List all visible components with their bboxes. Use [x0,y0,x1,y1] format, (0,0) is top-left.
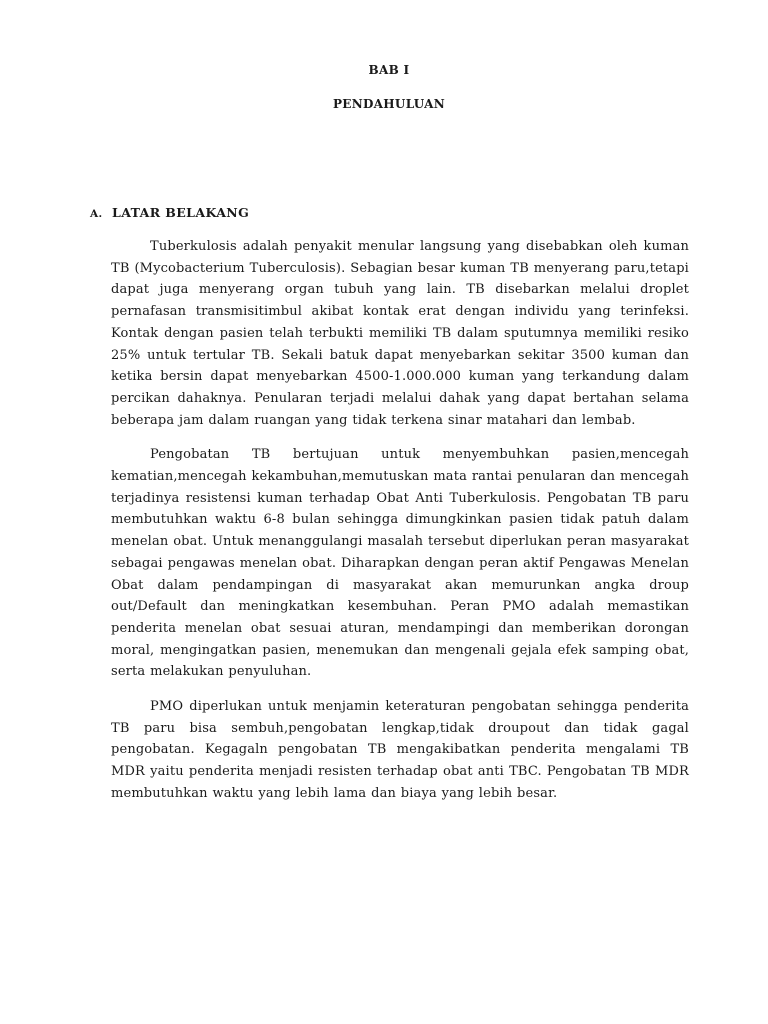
section-title: LATAR BELAKANG [112,205,250,220]
section-letter: A. [90,208,103,220]
document-body [111,236,689,818]
chapter-number: BAB I [368,63,410,77]
paragraph: Pengobatan TB bertujuan untuk menyembuhkan pasien,mencegah kematian,mencegah kekambuhan,memutuskan mata rantai penularan dan mencegah terjadinya resistensi kuman terhadap Obat Anti Tuberkulosis. Pengobatan TB paru membutuhkan waktu 6-8 bulan sehingga dimungkinkan pasien tidak patuh dalam menelan obat. Untuk menanggulangi masalah tersebut diperlukan peran masyarakat sebagai pengawas menelan obat. Diharapkan dengan peran aktif Pengawas Menelan Obat dalam pendampingan di masyarakat akan memurunkan angka droup out/Default dan meningkatkan kesembuhan. Peran PMO adalah memastikan penderita menelan obat sesuai aturan, mendampingi dan memberikan dorongan moral, mengingatkan pasien, menemukan dan mengenali gejala efek samping obat, serta melakukan penyuluhan. [111,447,689,680]
chapter-title: PENDAHULUAN [332,97,446,111]
paragraph: Tuberkulosis adalah penyakit menular langsung yang disebabkan oleh kuman TB (Mycobacterium Tuberculosis). Sebagian besar kuman TB menyerang paru,tetapi dapat juga menyerang organ tubuh yang lain. TB disebarkan melalui droplet pernafasan transmisitimbul akibat kontak erat dengan individu yang terinfeksi. Kontak dengan pasien telah terbukti memiliki TB dalam sputumnya memiliki resiko 25% untuk tertular TB. Sekali batuk dapat menyebarkan sekitar 3500 kuman dan ketika bersin dapat menyebarkan 4500-1.000.000 kuman yang terkandung dalam percikan dahaknya. Penularan terjadi melalui dahak yang dapat bertahan selama beberapa jam dalam ruangan yang tidak terkena sinar matahari dan lembab. [111,239,689,428]
paragraph: PMO diperlukan untuk menjamin keteraturan pengobatan sehingga penderita TB paru bisa sembuh,pengobatan lengkap,tidak droupout dan tidak gagal pengobatan. Kegagaln pengobatan TB mengakibatkan penderita mengalami TB MDR yaitu penderita menjadi resisten terhadap obat anti TBC. Pengobatan TB MDR membutuhkan waktu yang lebih lama dan biaya yang lebih besar. [111,699,689,801]
section-heading [90,205,249,220]
